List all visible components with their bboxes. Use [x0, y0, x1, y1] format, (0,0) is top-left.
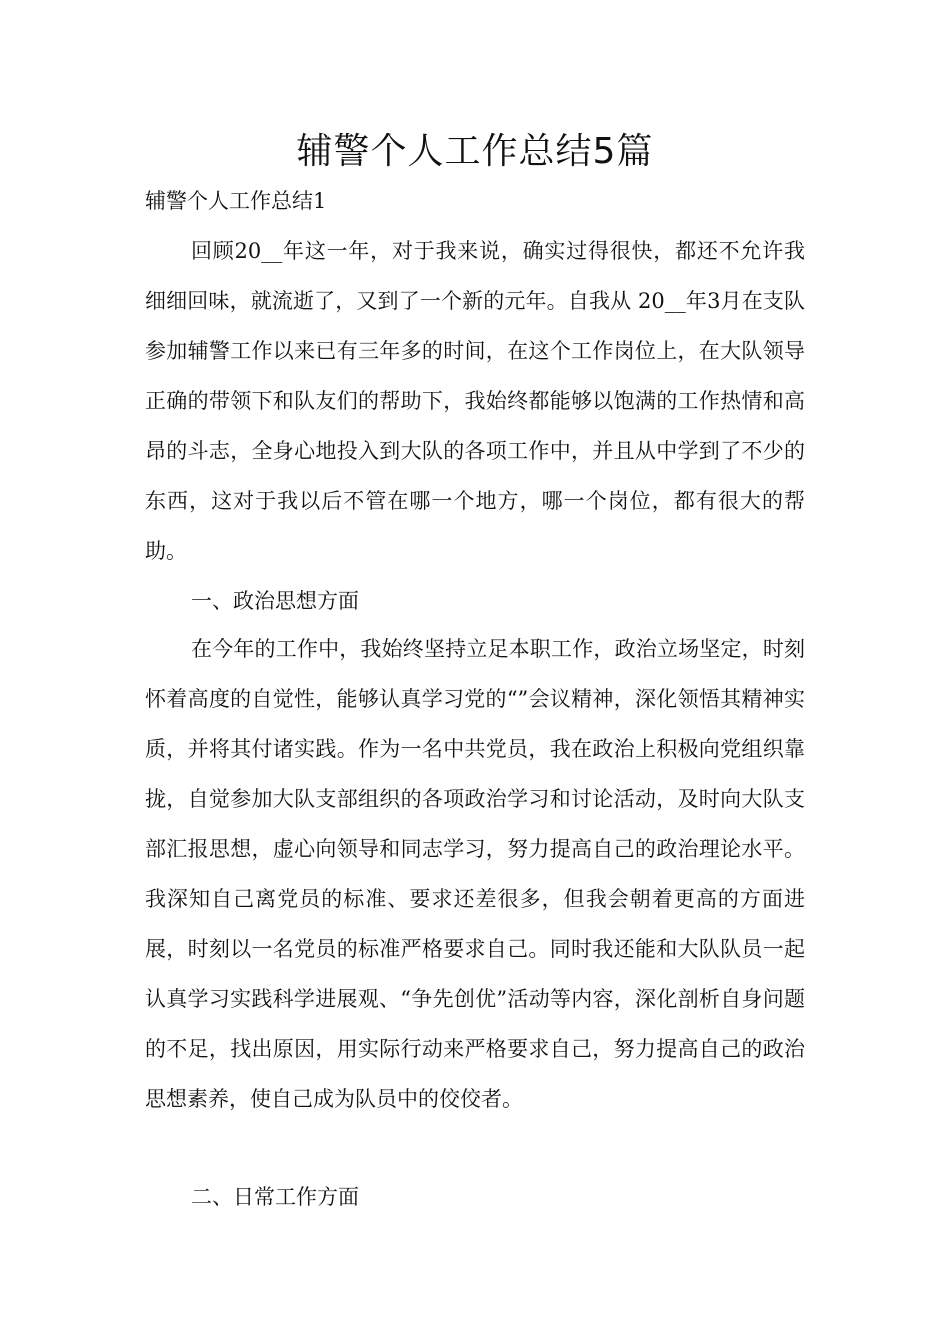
heading-political [145, 576, 805, 626]
paragraph-text: 回顾20__年这一年，对于我来说，确实过得很快，都还不允许我细细回味，就流逝了，又到了一个新的元年。自我从 20__年3月在支队参加辅警工作以来已有三年多的时间，在这个工作岗位上，在大队领导正确的带领下和队友们的帮助下，我始终都能够以饱满的工作热情和高昂的斗志，全身心地投入到大队的各项工作中，并且从中学到了不少的东西，这对于我以后不管在哪一个地方，哪一个岗位，都有很大的帮助。 [145, 239, 805, 563]
section-subtitle: 辅警个人工作总结1 [145, 189, 327, 213]
paragraph-text: 在今年的工作中，我始终坚持立足本职工作，政治立场坚定，时刻怀着高度的自觉性，能够认真学习党的“”会议精神，深化领悟其精神实质，并将其付诸实践。作为一名中共党员，我在政治上积极向党组织靠拢，自觉参加大队支部组织的各项政治学习和讨论活动，及时向大队支部汇报思想，虚心向领导和同志学习，努力提高自己的政治理论水平。我深知自己离党员的标准、要求还差很多，但我会朝着更高的方面进展，时刻以一名党员的标准严格要求自己。同时我还能和大队队员一起认真学习实践科学进展观、“争先创优”活动等内容，深化剖析自身问题的不足，找出原因，用实际行动来严格要求自己，努力提高自己的政治思想素养，使自己成为队员中的佼佼者。 [145, 637, 805, 1111]
paragraph-intro [145, 226, 805, 576]
heading-text: 二、日常工作方面 [191, 1185, 359, 1209]
document-title: 辅警个人工作总结5篇 [296, 131, 654, 172]
heading-text: 一、政治思想方面 [191, 589, 359, 613]
heading-daily-work [145, 1172, 805, 1222]
paragraph-political [145, 624, 805, 1124]
